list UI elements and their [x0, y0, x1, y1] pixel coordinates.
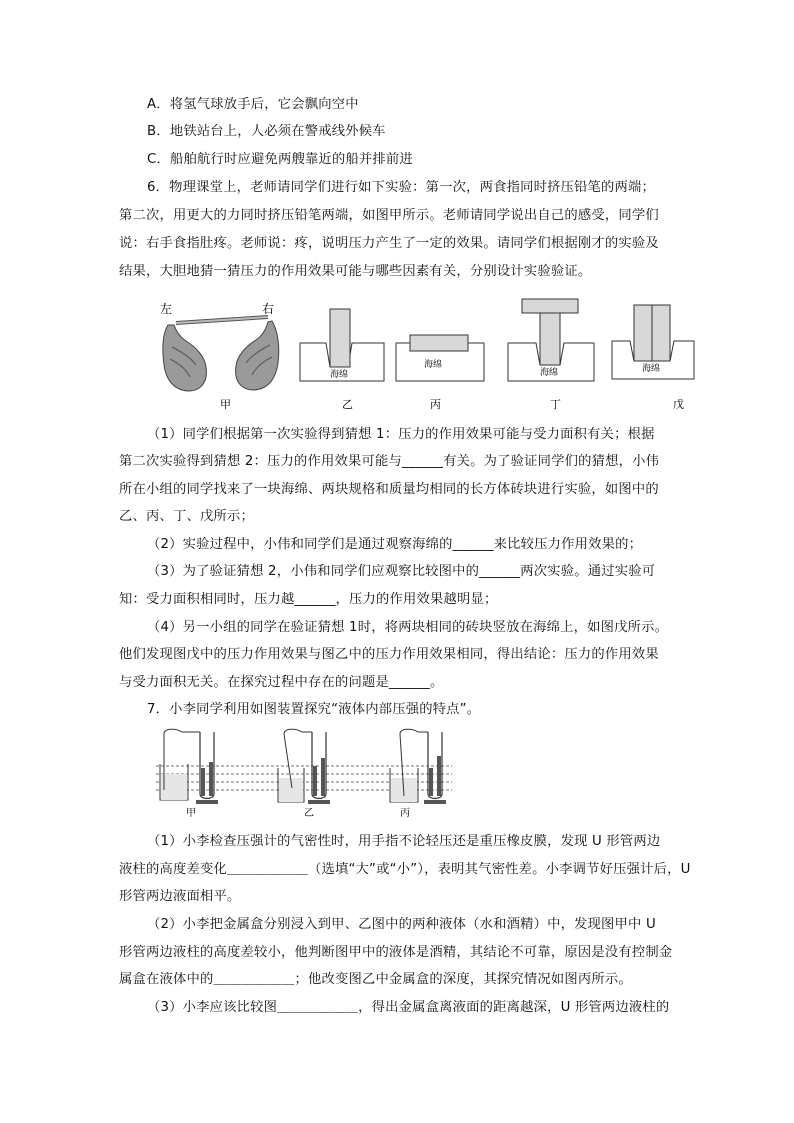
- sponge-label: 海绵: [424, 360, 443, 370]
- q7-stem: 7．小李同学利用如图装置探究“液体内部压强的特点”。: [147, 702, 481, 717]
- sponge-fig-yi: [300, 309, 384, 411]
- fig-label-ding: 丁: [550, 398, 561, 411]
- left-label: 左: [160, 302, 173, 316]
- q7-p3: （3）小李应该比较图＿＿＿＿＿＿，得出金属盒离液面的距离越深，U 形管两边液柱的: [147, 1000, 670, 1015]
- sponge-label: 海绵: [330, 370, 349, 380]
- option-c: C．船舶航行时应避免两艘靠近的船并排前进: [147, 152, 413, 167]
- q6-p1-line-4: 乙、丙、丁、戊所示；: [119, 509, 254, 524]
- brick: [634, 305, 652, 361]
- q7-p2-line-2: 形管两边液柱的高度差较小，他判断图甲中的液体是酒精，其结论不可靠，原因是没有控制金: [119, 945, 673, 960]
- q6-stem-line-2: 第二次，用更大的力同时挤压铅笔两端，如图甲所示。老师请同学说出自己的感受，同学们: [119, 208, 659, 223]
- brick: [652, 305, 670, 361]
- q6-p1-line-3: 所在小组的同学找来了一块海绵、两块规格和质量均相同的长方体砖块进行实验，如图中的: [119, 482, 659, 497]
- fig-label-yi: 乙: [342, 398, 353, 411]
- option-a: A．将氢气球放手后，它会飘向空中: [147, 97, 359, 112]
- brick: [330, 309, 350, 367]
- sponge-fig-wu: [612, 305, 694, 411]
- q6-p4-line-2: 他们发现图戊中的压力作用效果与图乙中的压力作用效果相同，得出结论：压力的作用效果: [119, 647, 659, 662]
- q6-stem-line-3: 说：右手食指肚疼。老师说：疼，说明压力产生了一定的效果。请同学们根据刚才的实验及: [119, 236, 659, 251]
- q6-p4-line-1: （4）另一小组的同学在验证猜想 1时，将两块相同的砖块竖放在海绵上，如图戊所示。: [147, 620, 669, 635]
- q6-stem-line-4: 结果，大胆地猜一猜压力的作用效果可能与哪些因素有关，分别设计实验验证。: [119, 264, 592, 279]
- q7-figure: [156, 728, 456, 822]
- sponge-fig-ding: [508, 299, 594, 411]
- fig-label-bing: 丙: [400, 808, 410, 819]
- fig-label-wu: 戊: [673, 398, 684, 411]
- q7-p1-line-3: 形管两边液面相平。: [119, 889, 241, 904]
- brick: [410, 335, 468, 351]
- q7-p1-line-1: （1）小李检查压强计的气密性时，用手指不论轻压还是重压橡皮膜，发现 U 形管两边: [147, 834, 661, 849]
- pressure-gauge-yi: [278, 729, 330, 819]
- q6-p2: （2）实验过程中，小伟和同学们是通过观察海绵的______来比较压力作用效果的；: [147, 537, 643, 552]
- q7-p2-line-3: 属盒在液体中的＿＿＿＿＿＿；他改变图乙中金属盒的深度，其探究情况如图丙所示。: [119, 972, 632, 987]
- fig-label-yi: 乙: [304, 808, 314, 819]
- q7-p2-line-1: （2）小李把金属盒分别浸入到甲、乙图中的两种液体（水和酒精）中，发现图甲中 U: [147, 917, 656, 932]
- hands-pencil-figure: [160, 302, 279, 411]
- fig-label-bing: 丙: [430, 398, 441, 411]
- brick: [540, 313, 560, 365]
- option-b: B．地铁站台上，人必须在警戒线外候车: [147, 124, 386, 139]
- sponge-fig-bing: [396, 335, 484, 411]
- right-label: 右: [262, 302, 275, 316]
- sponge-label: 海绵: [642, 364, 661, 374]
- q6-p3-line-2: 知：受力面积相同时，压力越______，压力的作用效果越明显；: [119, 592, 498, 607]
- fig-label-jia: 甲: [186, 808, 196, 819]
- q7-p1-line-2: 液柱的高度差变化＿＿＿＿＿＿（选填“大”或“小”），表明其气密性差。小李调节好压强计后，U: [119, 862, 691, 877]
- brick-top: [522, 299, 578, 313]
- q6-figure: [150, 295, 710, 415]
- q6-p3-line-1: （3）为了验证猜想 2，小伟和同学们应观察比较图中的______两次实验。通过实验可: [147, 564, 656, 579]
- q6-p1-line-2: 第二次实验得到猜想 2：压力的作用效果可能与______有关。为了验证同学们的猜想，小伟: [119, 454, 660, 469]
- q6-stem-line-1: 6．物理课堂上，老师请同学们进行如下实验：第一次，两食指同时挤压铅笔的两端；: [147, 180, 656, 195]
- fig-label-jia: 甲: [220, 398, 231, 411]
- q6-p1-line-1: （1）同学们根据第一次实验得到猜想 1：压力的作用效果可能与受力面积有关；根据: [147, 427, 655, 442]
- q6-p4-line-3: 与受力面积无关。在探究过程中存在的问题是______。: [119, 675, 444, 690]
- sponge-label: 海绵: [540, 368, 559, 378]
